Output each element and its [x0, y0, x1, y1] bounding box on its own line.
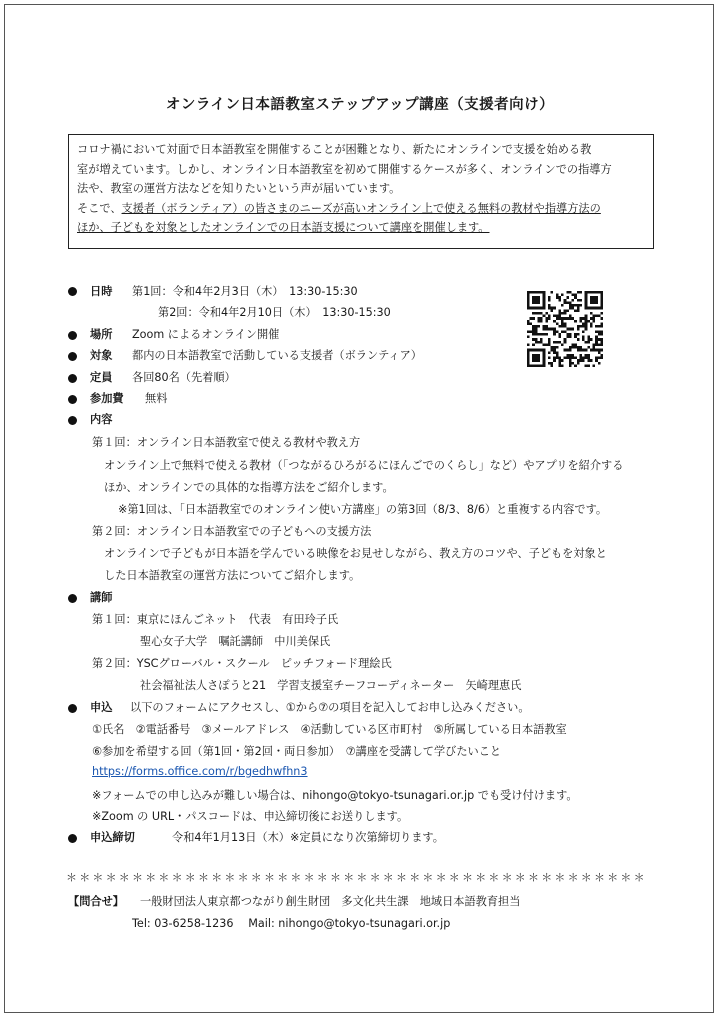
content-label: 内容 [90, 413, 113, 426]
lecturer-label: 講師 [90, 591, 113, 604]
target-label: 対象 [90, 349, 113, 362]
intro-underlined: 支援者（ボランティア）の皆さまのニーズが高いオンライン上で使える無料の教材や指導方法の [121, 201, 601, 215]
bullet-icon [68, 834, 77, 843]
date-label: 日時 [90, 285, 113, 298]
intro-box [68, 134, 654, 249]
session2-text: した日本語教室の運営方法についてご紹介します。 [104, 569, 361, 582]
lecturer-line: 第２回：YSCグローバル・スクール ピッチフォード理絵氏 [92, 657, 392, 670]
apply-note: ※フォームでの申し込みが難しい場合は、nihongo@tokyo-tsunagari.or.jp でも受け付けます。 [92, 789, 578, 802]
place-label: 場所 [90, 328, 113, 341]
intro-line: 室が増えています。しかし、オンライン日本語教室を初めて開催するケースが多く、オンラインでの指導方 [77, 162, 612, 176]
date-session1: 第1回：令和4年2月3日（木） 13:30-15:30 [132, 285, 358, 298]
intro-line: 法や、教室の運営方法などを知りたいという声が届いています。 [77, 182, 401, 195]
bullet-icon [68, 416, 77, 425]
apply-form-link[interactable]: https://forms.office.com/r/bgedhwfhn3 [92, 765, 308, 778]
bullet-icon [68, 594, 77, 603]
bullet-icon [68, 331, 77, 340]
apply-items: ①氏名 ②電話番号 ③メールアドレス ④活動している区市町村 ⑤所属している日本語教室 [92, 723, 567, 736]
apply-items: ⑥参加を希望する回（第1回・第2回・両日参加） ⑦講座を受講して学びたいこと [92, 745, 502, 758]
intro-line-underlined: ほか、子どもを対象としたオンラインでの日本語支援について講座を開催します。 [77, 221, 490, 234]
apply-intro: 以下のフォームにアクセスし、①から⑦の項目を記入してお申し込みください。 [130, 701, 530, 714]
bullet-icon [68, 287, 77, 296]
lecturer-line: 社会福祉法人さぽうと21 学習支援室チーフコーディネーター 矢崎理恵氏 [140, 679, 522, 692]
fee-label: 参加費 [90, 392, 124, 405]
session1-title: 第１回：オンライン日本語教室で使える教材や教え方 [92, 436, 361, 449]
deadline-label: 申込締切 [90, 831, 135, 844]
contact-org: 一般財団法人東京都つながり創生財団 多文化共生課 地域日本語教育担当 [140, 895, 521, 908]
place-value: Zoom によるオンライン開催 [132, 328, 280, 341]
apply-label: 申込 [90, 701, 113, 714]
session2-text: オンラインで子どもが日本語を学んでいる映像をお見せしながら、教え方のコツや、子どもを対象と [104, 547, 607, 560]
intro-line [77, 199, 645, 219]
intro-text: そこで、 [77, 201, 122, 215]
fee-value: 無料 [145, 392, 168, 405]
page-title: オンライン日本語教室ステップアップ講座（支援者向け） [165, 97, 555, 113]
lecturer-line: 第１回：東京にほんごネット 代表 有田玲子氏 [92, 613, 339, 626]
capacity-label: 定員 [90, 371, 113, 384]
session1-text: オンライン上で無料で使える教材（「つながるひろがるにほんごでのくらし」など）やアプリを紹介する [104, 459, 624, 472]
capacity-value: 各回80名（先着順） [132, 371, 236, 384]
intro-line: コロナ禍において対面で日本語教室を開催することが困難となり、新たにオンラインで支援を始める教 [77, 143, 592, 156]
contact-tel-mail: Tel: 03-6258-1236 Mail: nihongo@tokyo-tsunagari.or.jp [132, 917, 451, 930]
session1-text: ほか、オンラインでの具体的な指導方法をご紹介します。 [104, 481, 394, 494]
deadline-value: 令和4年1月13日（木）※定員になり次第締切ります。 [172, 831, 444, 844]
session2-title: 第２回：オンライン日本語教室での子どもへの支援方法 [92, 525, 372, 538]
divider-stars: ＊＊＊＊＊＊＊＊＊＊＊＊＊＊＊＊＊＊＊＊＊＊＊＊＊＊＊＊＊＊＊＊＊＊＊＊＊＊＊＊＊＊＊＊ [66, 871, 647, 884]
target-value: 都内の日本語教室で活動している支援者（ボランティア） [132, 349, 422, 362]
qr-code-icon[interactable] [527, 291, 603, 367]
bullet-icon [68, 395, 77, 404]
contact-label: 【問合せ】 [68, 895, 124, 908]
apply-note: ※Zoom の URL・パスコードは、申込締切後にお送りします。 [92, 810, 409, 823]
bullet-icon [68, 374, 77, 383]
date-session2: 第2回：令和4年2月10日（木） 13:30-15:30 [158, 306, 391, 319]
session1-note: ※第1回は、「日本語教室でのオンライン使い方講座」の第3回（8/3、8/6）と重複する内容です。 [118, 503, 608, 516]
bullet-icon [68, 704, 77, 713]
lecturer-line: 聖心女子大学 嘱託講師 中川美保氏 [140, 635, 331, 648]
bullet-icon [68, 352, 77, 361]
